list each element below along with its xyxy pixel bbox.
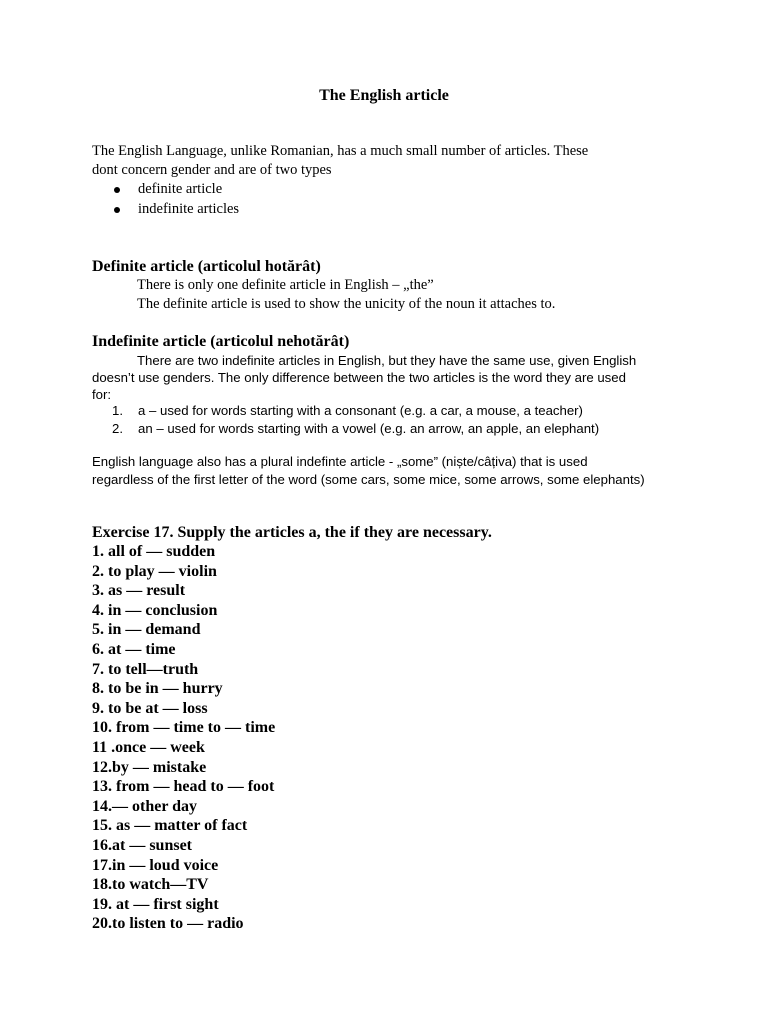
exercise-item: 17.in — loud voice [92, 856, 219, 874]
exercise-item: 5. in — demand [92, 621, 201, 639]
list-item [112, 420, 599, 438]
exercise-item: 16.at — sunset [92, 836, 193, 854]
bullet-icon [114, 187, 120, 193]
definite-line-1: There is only one definite article in English – „the” [137, 277, 434, 293]
list-item-number: 1. [112, 403, 123, 418]
definite-line-2: The definite article is used to show the unicity of the noun it attaches to. [137, 296, 556, 312]
exercise-item: 15. as — matter of fact [92, 817, 248, 835]
list-item [114, 180, 239, 200]
indefinite-para-line-2: doesn’t use genders. The only difference between the two articles is the word they are used [92, 370, 626, 385]
page-title: The English article [319, 87, 449, 104]
indefinite-items [112, 402, 599, 438]
exercise-item: 7. to tell—truth [92, 660, 199, 678]
plural-line-1: English language also has a plural indefinte article - „some” (niște/câțiva) that is used [92, 454, 588, 469]
exercise-item: 14.— other day [92, 797, 198, 815]
list-item-text: definite article [138, 181, 223, 197]
exercise-item: 8. to be in — hurry [92, 680, 223, 698]
indefinite-para-line-3: for: [92, 387, 112, 402]
indefinite-para-line-1: There are two indefinite articles in English, but they have the same use, given English [137, 353, 637, 368]
plural-line-2: regardless of the first letter of the word (some cars, some mice, some arrows, some elephants) [92, 472, 645, 487]
exercise-item: 18.to watch—TV [92, 876, 209, 894]
exercise-item: 2. to play — violin [92, 562, 217, 580]
exercise-item: 1. all of — sudden [92, 543, 216, 560]
exercise-item: 9. to be at — loss [92, 699, 208, 717]
bullet-icon [114, 207, 120, 213]
types-list [114, 180, 239, 220]
indefinite-heading: Indefinite article (articolul nehotărât) [92, 333, 350, 350]
exercise-item: 12.by — mistake [92, 758, 207, 776]
list-item [112, 402, 599, 420]
exercise-articles: a, the [308, 524, 346, 541]
list-item-text: indefinite articles [138, 201, 240, 217]
exercise-list [92, 542, 275, 934]
exercise-item: 10. from — time to — time [92, 719, 276, 737]
exercise-item: 4. in — conclusion [92, 601, 218, 619]
exercise-instruction-a: Supply the articles [173, 524, 309, 541]
exercise-item: 11 .once — week [92, 738, 205, 756]
definite-heading: Definite article (articolul hotărât) [92, 258, 321, 275]
list-item [114, 200, 239, 220]
intro-line-2: dont concern gender and are of two types [92, 162, 332, 178]
exercise-item: 13. from — head to — foot [92, 778, 275, 796]
exercise-label: Exercise 17. [92, 524, 174, 541]
exercise-instruction-b: if they are necessary. [345, 524, 492, 541]
exercise-heading [92, 524, 492, 542]
intro-line-1: The English Language, unlike Romanian, has a much small number of articles. These [92, 143, 589, 159]
exercise-item: 6. at — time [92, 640, 176, 658]
exercise-item: 3. as — result [92, 582, 186, 600]
exercise-item: 19. at — first sight [92, 895, 219, 913]
list-item-text: an – used for words starting with a vowel (e.g. an arrow, an apple, an elephant) [138, 421, 600, 436]
list-item-text: a – used for words starting with a consonant (e.g. a car, a mouse, a teacher) [138, 403, 583, 418]
exercise-item: 20.to listen to — radio [92, 915, 244, 933]
list-item-number: 2. [112, 421, 123, 436]
